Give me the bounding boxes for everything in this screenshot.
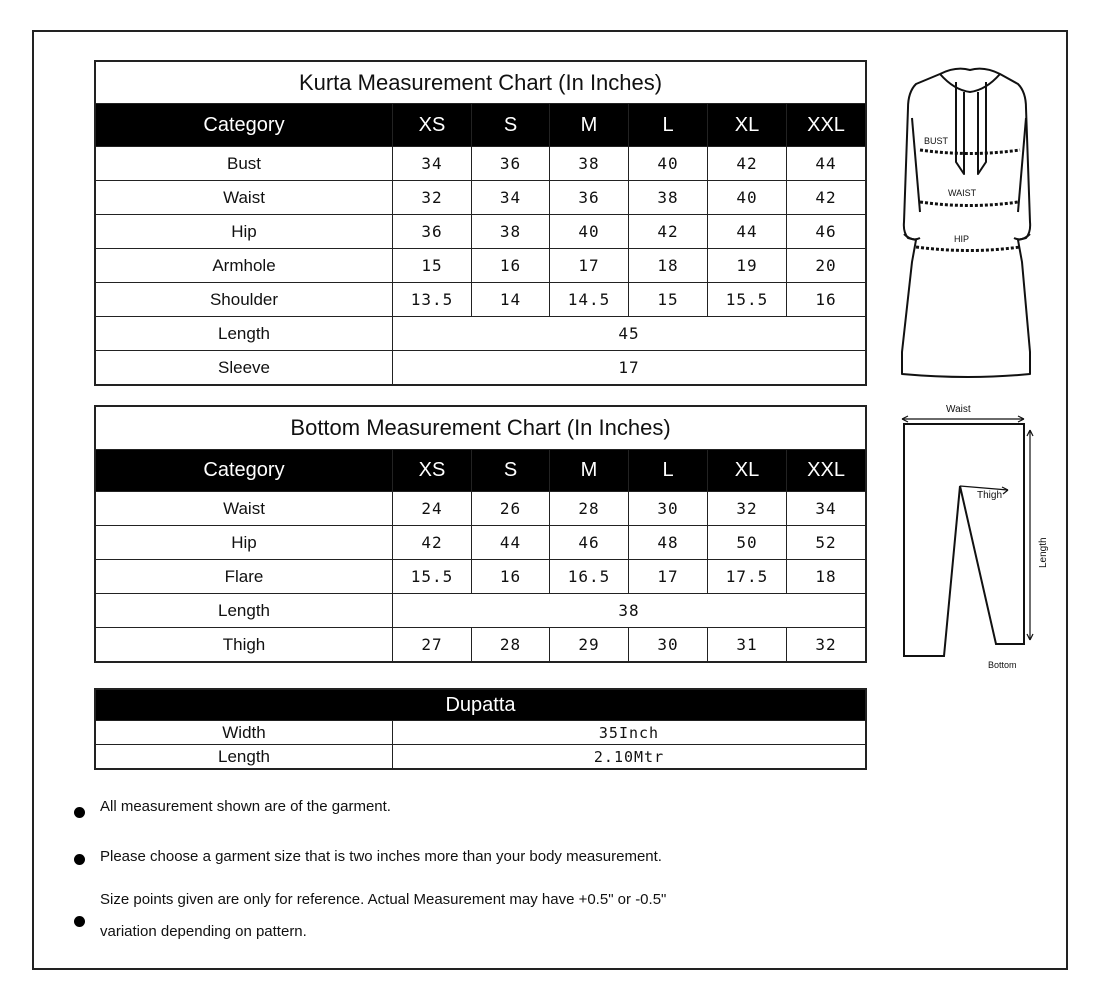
row-label: Thigh (96, 628, 393, 662)
bottom-length-label: Length (1038, 537, 1049, 568)
kurta-hip-label: HIP (954, 234, 970, 244)
cell: 46 (787, 215, 866, 249)
hip-line (916, 247, 1020, 251)
cell: 46 (550, 526, 629, 560)
cell: 15 (629, 283, 708, 317)
row-label: Width (96, 721, 393, 745)
cell: 38 (393, 594, 866, 628)
cell: 44 (708, 215, 787, 249)
cell: 38 (550, 147, 629, 181)
cell: 38 (472, 215, 550, 249)
dupatta-table (95, 689, 866, 769)
cell: 20 (787, 249, 866, 283)
cell: 35Inch (393, 721, 866, 745)
kurta-measurement-table (95, 61, 866, 385)
table-row (96, 181, 866, 215)
note-2: Please choose a garment size that is two inches more than your body measurement. (100, 848, 662, 865)
bottom-header-category: Category (96, 450, 393, 492)
bust-line (920, 150, 1020, 154)
bottom-header-l: L (629, 450, 708, 492)
cell: 34 (393, 147, 472, 181)
table-row (96, 526, 866, 560)
cell: 40 (550, 215, 629, 249)
bottom-header-m: M (550, 450, 629, 492)
kurta-outline (902, 69, 1030, 377)
row-label: Shoulder (96, 283, 393, 317)
row-label: Hip (96, 215, 393, 249)
cell: 50 (708, 526, 787, 560)
row-label: Bust (96, 147, 393, 181)
cell: 17 (393, 351, 866, 385)
cell: 15 (393, 249, 472, 283)
cell: 16 (472, 249, 550, 283)
bottom-diagram (890, 400, 1060, 675)
kurta-header-s: S (472, 104, 550, 147)
bottom-thigh-label: Thigh (977, 490, 1003, 501)
row-label: Length (96, 745, 393, 769)
kurta-header-xxl: XXL (787, 104, 866, 147)
cell: 28 (550, 492, 629, 526)
bottom-header-xxl: XXL (787, 450, 866, 492)
cell: 18 (629, 249, 708, 283)
cell: 36 (393, 215, 472, 249)
bullet-icon (74, 854, 85, 865)
cell: 48 (629, 526, 708, 560)
bottom-header-s: S (472, 450, 550, 492)
cell: 30 (629, 492, 708, 526)
table-row (96, 560, 866, 594)
cell: 16.5 (550, 560, 629, 594)
cell: 17 (550, 249, 629, 283)
note-1: All measurement shown are of the garment. (100, 798, 391, 815)
row-label: Hip (96, 526, 393, 560)
kurta-header-m: M (550, 104, 629, 147)
cell: 44 (472, 526, 550, 560)
cell: 40 (708, 181, 787, 215)
table-row (96, 317, 866, 351)
cell: 15.5 (393, 560, 472, 594)
table-row (96, 147, 866, 181)
cell: 32 (708, 492, 787, 526)
cell: 28 (472, 628, 550, 662)
row-label: Sleeve (96, 351, 393, 385)
note-3-line-1: Size points given are only for reference. Actual Measurement may have +0.5" or -0.5" (100, 891, 667, 908)
cell: 19 (708, 249, 787, 283)
table-row (96, 283, 866, 317)
table-row (96, 628, 866, 662)
cell: 16 (472, 560, 550, 594)
bottom-table-title: Bottom Measurement Chart (In Inches) (96, 407, 866, 450)
cell: 18 (787, 560, 866, 594)
cell: 36 (550, 181, 629, 215)
cell: 32 (393, 181, 472, 215)
row-label: Waist (96, 492, 393, 526)
cell: 29 (550, 628, 629, 662)
cell: 42 (787, 181, 866, 215)
cell: 2.10Mtr (393, 745, 866, 769)
cell: 42 (629, 215, 708, 249)
table-row (96, 594, 866, 628)
cell: 52 (787, 526, 866, 560)
bullet-icon (74, 916, 85, 927)
cell: 14 (472, 283, 550, 317)
row-label: Waist (96, 181, 393, 215)
cell: 26 (472, 492, 550, 526)
table-row (96, 215, 866, 249)
cell: 42 (708, 147, 787, 181)
dupatta-title: Dupatta (96, 690, 866, 721)
cell: 36 (472, 147, 550, 181)
kurta-table-title: Kurta Measurement Chart (In Inches) (96, 62, 866, 104)
table-row (96, 492, 866, 526)
row-label: Armhole (96, 249, 393, 283)
bottom-measurement-table (95, 406, 866, 662)
table-row (96, 745, 866, 769)
row-label: Length (96, 317, 393, 351)
kurta-header-xl: XL (708, 104, 787, 147)
table-row (96, 351, 866, 385)
cell: 16 (787, 283, 866, 317)
cell: 45 (393, 317, 866, 351)
cell: 15.5 (708, 283, 787, 317)
cell: 27 (393, 628, 472, 662)
cell: 13.5 (393, 283, 472, 317)
row-label: Length (96, 594, 393, 628)
bullet-icon (74, 807, 85, 818)
row-label: Flare (96, 560, 393, 594)
cell: 40 (629, 147, 708, 181)
kurta-bust-label: BUST (924, 136, 949, 146)
bottom-header-xl: XL (708, 450, 787, 492)
cell: 44 (787, 147, 866, 181)
note-3-line-2: variation depending on pattern. (100, 923, 307, 940)
cell: 34 (472, 181, 550, 215)
cell: 42 (393, 526, 472, 560)
bottom-waist-label: Waist (946, 404, 971, 415)
cell: 31 (708, 628, 787, 662)
waist-line (920, 202, 1018, 206)
kurta-diagram (890, 62, 1050, 382)
bottom-bottom-label: Bottom (988, 660, 1017, 670)
cell: 17 (629, 560, 708, 594)
kurta-header-l: L (629, 104, 708, 147)
kurta-header-xs: XS (393, 104, 472, 147)
cell: 32 (787, 628, 866, 662)
kurta-header-category: Category (96, 104, 393, 147)
cell: 14.5 (550, 283, 629, 317)
pants-outline (904, 424, 1024, 656)
cell: 34 (787, 492, 866, 526)
table-row (96, 721, 866, 745)
cell: 17.5 (708, 560, 787, 594)
cell: 24 (393, 492, 472, 526)
cell: 38 (629, 181, 708, 215)
table-row (96, 249, 866, 283)
cell: 30 (629, 628, 708, 662)
kurta-waist-label: WAIST (948, 188, 977, 198)
bottom-header-xs: XS (393, 450, 472, 492)
